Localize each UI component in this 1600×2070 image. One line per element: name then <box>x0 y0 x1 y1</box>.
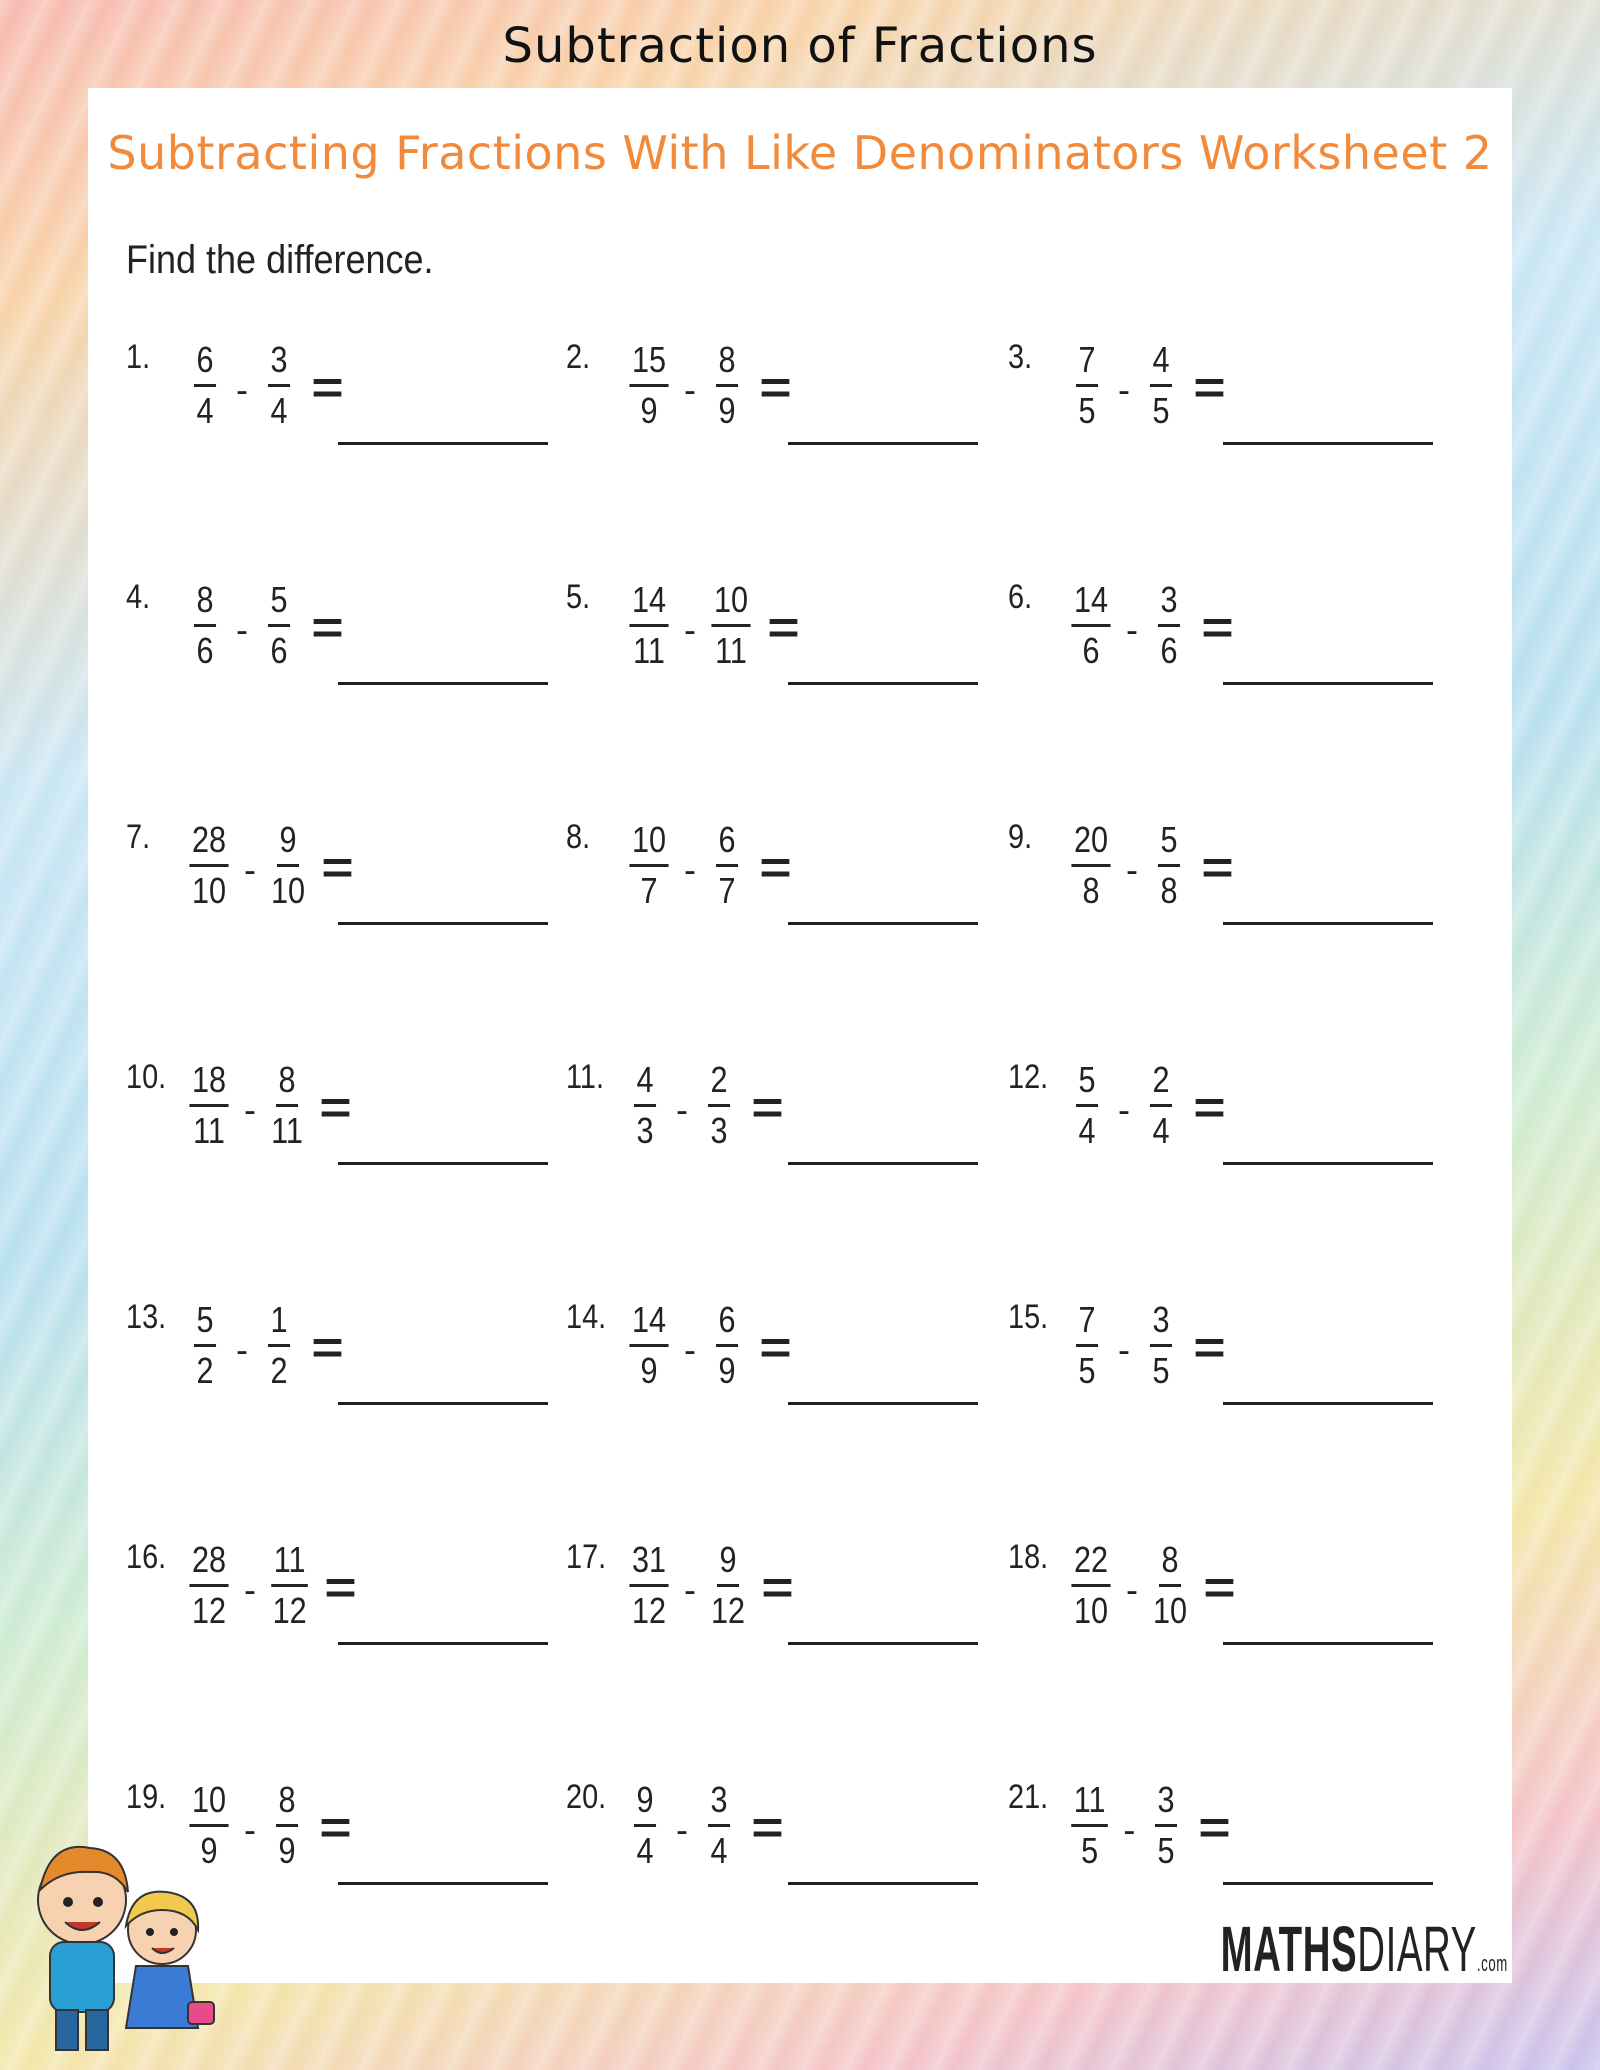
fraction-expression <box>186 570 344 680</box>
problem-item <box>566 330 986 480</box>
minus-sign: - <box>236 609 248 650</box>
minus-sign: - <box>676 1089 688 1130</box>
denominator: 9 <box>640 1349 658 1391</box>
fraction-expression <box>626 1290 792 1400</box>
fraction-expression <box>626 570 800 680</box>
minuend-fraction <box>1071 1058 1103 1151</box>
denominator: 4 <box>1078 1109 1096 1151</box>
fraction-expression <box>186 1050 352 1160</box>
problem-number: 18. <box>1008 1538 1049 1576</box>
numerator: 3 <box>268 342 290 387</box>
equals-sign: = <box>324 1561 357 1613</box>
problem-number: 17. <box>566 1538 607 1576</box>
problem-number: 8. <box>566 818 591 856</box>
minuend-fraction <box>629 1298 668 1391</box>
problem-number: 12. <box>1008 1058 1049 1096</box>
denominator: 2 <box>270 1349 288 1391</box>
denominator: 12 <box>632 1589 667 1631</box>
numerator: 9 <box>634 1782 656 1827</box>
denominator: 9 <box>718 389 736 431</box>
numerator: 31 <box>629 1542 668 1587</box>
problem-number: 16. <box>126 1538 167 1576</box>
minus-sign: - <box>1118 369 1130 410</box>
minus-sign: - <box>236 369 248 410</box>
minus-sign: - <box>236 1329 248 1370</box>
page-title: Subtraction of Fractions <box>502 18 1098 74</box>
minus-sign: - <box>1126 609 1139 650</box>
minus-sign: - <box>684 1569 697 1610</box>
subtrahend-fraction <box>712 578 751 671</box>
answer-blank[interactable] <box>788 922 978 925</box>
denominator: 10 <box>1074 1589 1109 1631</box>
denominator: 5 <box>1152 1349 1170 1391</box>
denominator: 11 <box>271 1109 303 1151</box>
problem-item <box>566 1290 986 1440</box>
fraction-expression <box>626 1050 784 1160</box>
fraction-expression <box>186 1530 357 1640</box>
fraction-expression <box>1068 330 1226 440</box>
equals-sign: = <box>1201 601 1234 653</box>
problem-item <box>566 1770 986 1920</box>
numerator: 10 <box>629 822 668 867</box>
minus-sign: - <box>1123 1809 1136 1850</box>
fraction-expression <box>626 330 792 440</box>
minus-sign: - <box>1118 1329 1130 1370</box>
logo-diary: DIARY <box>1357 1913 1477 1985</box>
minuend-fraction <box>1071 338 1103 431</box>
minuend-fraction <box>189 818 228 911</box>
problem-item <box>126 330 546 480</box>
minus-sign: - <box>244 1809 257 1850</box>
subtrahend-fraction <box>711 818 743 911</box>
answer-blank[interactable] <box>788 682 978 685</box>
numerator: 2 <box>708 1062 730 1107</box>
subtrahend-fraction <box>1153 818 1185 911</box>
logo-maths: MATHS <box>1220 1913 1358 1985</box>
minuend-fraction <box>189 1298 221 1391</box>
answer-blank[interactable] <box>1223 682 1433 685</box>
problem-number: 3. <box>1008 338 1033 376</box>
denominator: 5 <box>1157 1829 1175 1871</box>
denominator: 5 <box>1078 1349 1096 1391</box>
denominator: 5 <box>1081 1829 1099 1871</box>
problem-item <box>1008 1050 1428 1200</box>
fraction-expression <box>626 1530 794 1640</box>
equals-sign: = <box>759 361 792 413</box>
denominator: 4 <box>1152 1109 1170 1151</box>
denominator: 6 <box>1160 629 1178 671</box>
denominator: 8 <box>1082 869 1100 911</box>
minus-sign: - <box>684 1329 697 1370</box>
problem-number: 2. <box>566 338 591 376</box>
subtrahend-fraction <box>263 578 295 671</box>
minuend-fraction <box>1071 818 1110 911</box>
numerator: 7 <box>1076 1302 1098 1347</box>
equals-sign: = <box>759 841 792 893</box>
numerator: 11 <box>1071 1782 1108 1827</box>
fraction-expression <box>1068 1530 1236 1640</box>
equals-sign: = <box>761 1561 794 1613</box>
equals-sign: = <box>319 1081 352 1133</box>
subtrahend-fraction <box>703 1778 735 1871</box>
denominator: 11 <box>633 629 665 671</box>
fraction-expression <box>626 1770 784 1880</box>
denominator: 8 <box>1160 869 1178 911</box>
numerator: 4 <box>1150 342 1172 387</box>
problem-number: 9. <box>1008 818 1033 856</box>
subtrahend-fraction <box>711 338 743 431</box>
problem-number: 4. <box>126 578 151 616</box>
minuend-fraction <box>629 1538 668 1631</box>
problem-item <box>126 1530 546 1680</box>
subtrahend-fraction <box>703 1058 735 1151</box>
problem-item <box>126 810 546 960</box>
equals-sign: = <box>311 361 344 413</box>
numerator: 10 <box>712 582 751 627</box>
answer-blank[interactable] <box>788 1882 978 1885</box>
numerator: 14 <box>629 582 668 627</box>
denominator: 10 <box>1153 1589 1188 1631</box>
numerator: 6 <box>716 1302 738 1347</box>
denominator: 6 <box>270 629 288 671</box>
minus-sign: - <box>1118 1089 1130 1130</box>
problem-item <box>566 1530 986 1680</box>
denominator: 10 <box>271 869 306 911</box>
denominator: 4 <box>636 1829 654 1871</box>
problem-number: 14. <box>566 1298 607 1336</box>
minuend-fraction <box>629 578 668 671</box>
answer-blank[interactable] <box>338 1882 548 1885</box>
minuend-fraction <box>629 1058 661 1151</box>
fraction-expression <box>1068 1770 1231 1880</box>
problem-number: 5. <box>566 578 591 616</box>
subtrahend-fraction <box>1150 1778 1182 1871</box>
denominator: 9 <box>718 1349 736 1391</box>
subtrahend-fraction <box>263 338 295 431</box>
denominator: 5 <box>1152 389 1170 431</box>
problem-item <box>566 570 986 720</box>
subtrahend-fraction <box>711 1538 746 1631</box>
numerator: 5 <box>268 582 290 627</box>
problem-item <box>1008 330 1428 480</box>
answer-blank[interactable] <box>788 1402 978 1405</box>
answer-blank[interactable] <box>338 1162 548 1165</box>
worksheet-subtitle: Subtracting Fractions With Like Denominators Worksheet 2 <box>107 126 1493 180</box>
denominator: 4 <box>270 389 288 431</box>
subtrahend-fraction <box>1145 338 1177 431</box>
problem-number: 1. <box>126 338 151 376</box>
answer-blank[interactable] <box>788 442 978 445</box>
fraction-expression <box>186 1290 344 1400</box>
answer-blank[interactable] <box>338 1402 548 1405</box>
fraction-expression <box>626 810 792 920</box>
equals-sign: = <box>311 1321 344 1373</box>
numerator: 9 <box>277 822 299 867</box>
minus-sign: - <box>244 849 257 890</box>
numerator: 3 <box>1158 582 1180 627</box>
minus-sign: - <box>244 1089 257 1130</box>
numerator: 3 <box>708 1782 730 1827</box>
problem-number: 15. <box>1008 1298 1049 1336</box>
problem-item <box>1008 1290 1428 1440</box>
problem-item <box>1008 1770 1428 1920</box>
minus-sign: - <box>684 369 697 410</box>
subtrahend-fraction <box>1145 1298 1177 1391</box>
problem-number: 20. <box>566 1778 607 1816</box>
equals-sign: = <box>1203 1561 1236 1613</box>
problem-number: 13. <box>126 1298 167 1336</box>
numerator: 4 <box>634 1062 656 1107</box>
denominator: 6 <box>1082 629 1100 671</box>
equals-sign: = <box>319 1801 352 1853</box>
denominator: 7 <box>640 869 658 911</box>
numerator: 10 <box>189 1782 228 1827</box>
minus-sign: - <box>676 1809 688 1850</box>
denominator: 6 <box>196 629 214 671</box>
instruction-text: Find the difference. <box>126 238 434 282</box>
problem-item <box>126 1290 546 1440</box>
equals-sign: = <box>311 601 344 653</box>
fraction-expression <box>1068 1050 1226 1160</box>
answer-blank[interactable] <box>1223 1882 1433 1885</box>
numerator: 6 <box>716 822 738 867</box>
minus-sign: - <box>244 1569 257 1610</box>
subtrahend-fraction <box>271 1538 308 1631</box>
minus-sign: - <box>684 609 697 650</box>
equals-sign: = <box>1198 1801 1231 1853</box>
problem-item <box>1008 810 1428 960</box>
minuend-fraction <box>1071 578 1110 671</box>
equals-sign: = <box>1201 841 1234 893</box>
equals-sign: = <box>321 841 354 893</box>
minuend-fraction <box>189 1058 228 1151</box>
answer-blank[interactable] <box>338 682 548 685</box>
fraction-expression <box>1068 810 1234 920</box>
equals-sign: = <box>1193 1081 1226 1133</box>
numerator: 5 <box>1158 822 1180 867</box>
subtrahend-fraction <box>271 1058 303 1151</box>
numerator: 3 <box>1150 1302 1172 1347</box>
denominator: 5 <box>1078 389 1096 431</box>
minuend-fraction <box>1071 1298 1103 1391</box>
subtrahend-fraction <box>271 818 306 911</box>
subtrahend-fraction <box>271 1778 303 1871</box>
answer-blank[interactable] <box>788 1642 978 1645</box>
denominator: 3 <box>710 1109 728 1151</box>
numerator: 22 <box>1071 1542 1110 1587</box>
numerator: 8 <box>276 1782 298 1827</box>
numerator: 28 <box>189 822 228 867</box>
denominator: 3 <box>636 1109 654 1151</box>
problem-item <box>566 810 986 960</box>
answer-blank[interactable] <box>788 1162 978 1165</box>
denominator: 4 <box>196 389 214 431</box>
equals-sign: = <box>751 1081 784 1133</box>
denominator: 2 <box>196 1349 214 1391</box>
problem-number: 11. <box>566 1058 605 1096</box>
denominator: 10 <box>192 869 227 911</box>
equals-sign: = <box>767 601 800 653</box>
fraction-expression <box>186 330 344 440</box>
problem-number: 10. <box>126 1058 167 1096</box>
equals-sign: = <box>759 1321 792 1373</box>
subtrahend-fraction <box>711 1298 743 1391</box>
denominator: 7 <box>718 869 736 911</box>
numerator: 6 <box>194 342 216 387</box>
equals-sign: = <box>1193 361 1226 413</box>
problem-number: 21. <box>1008 1778 1049 1816</box>
problem-number: 19. <box>126 1778 167 1816</box>
numerator: 8 <box>716 342 738 387</box>
problem-item <box>1008 570 1428 720</box>
denominator: 11 <box>193 1109 225 1151</box>
subtrahend-fraction <box>1153 578 1185 671</box>
denominator: 9 <box>200 1829 218 1871</box>
numerator: 5 <box>1076 1062 1098 1107</box>
minus-sign: - <box>684 849 697 890</box>
minus-sign: - <box>1126 1569 1139 1610</box>
mathsdiary-logo <box>1221 1912 1508 1986</box>
worksheet-sheet <box>88 88 1512 1983</box>
numerator: 7 <box>1076 342 1098 387</box>
denominator: 9 <box>640 389 658 431</box>
minuend-fraction <box>629 818 668 911</box>
numerator: 9 <box>717 1542 739 1587</box>
denominator: 12 <box>192 1589 227 1631</box>
minuend-fraction <box>189 338 221 431</box>
denominator: 11 <box>715 629 747 671</box>
kids-illustration <box>20 1830 220 2065</box>
minuend-fraction <box>629 338 668 431</box>
minuend-fraction <box>189 578 221 671</box>
numerator: 8 <box>194 582 216 627</box>
denominator: 9 <box>278 1829 296 1871</box>
fraction-expression <box>1068 1290 1226 1400</box>
subtrahend-fraction <box>263 1298 295 1391</box>
numerator: 15 <box>629 342 668 387</box>
numerator: 20 <box>1071 822 1110 867</box>
minuend-fraction <box>1071 1538 1110 1631</box>
problem-item <box>566 1050 986 1200</box>
answer-blank[interactable] <box>338 1642 548 1645</box>
logo-suffix: .com <box>1476 1951 1508 1976</box>
denominator: 12 <box>272 1589 307 1631</box>
numerator: 3 <box>1155 1782 1177 1827</box>
numerator: 14 <box>629 1302 668 1347</box>
numerator: 2 <box>1150 1062 1172 1107</box>
fraction-expression <box>1068 570 1234 680</box>
minuend-fraction <box>629 1778 661 1871</box>
answer-blank[interactable] <box>1223 922 1433 925</box>
numerator: 1 <box>268 1302 290 1347</box>
answer-blank[interactable] <box>1223 1642 1433 1645</box>
denominator: 4 <box>710 1829 728 1871</box>
denominator: 12 <box>711 1589 746 1631</box>
equals-sign: = <box>751 1801 784 1853</box>
minus-sign: - <box>1126 849 1139 890</box>
numerator: 5 <box>194 1302 216 1347</box>
fraction-expression <box>186 810 354 920</box>
problem-item <box>126 1050 546 1200</box>
problem-item <box>1008 1530 1428 1680</box>
numerator: 11 <box>271 1542 308 1587</box>
subtrahend-fraction <box>1145 1058 1177 1151</box>
subtrahend-fraction <box>1153 1538 1188 1631</box>
minuend-fraction <box>1071 1778 1108 1871</box>
answer-blank[interactable] <box>1223 1402 1433 1405</box>
problem-item <box>126 570 546 720</box>
answer-blank[interactable] <box>1223 442 1433 445</box>
numerator: 8 <box>276 1062 298 1107</box>
problem-number: 7. <box>126 818 151 856</box>
numerator: 8 <box>1159 1542 1181 1587</box>
equals-sign: = <box>1193 1321 1226 1373</box>
answer-blank[interactable] <box>1223 1162 1433 1165</box>
numerator: 28 <box>189 1542 228 1587</box>
answer-blank[interactable] <box>338 922 548 925</box>
numerator: 14 <box>1071 582 1110 627</box>
numerator: 18 <box>189 1062 228 1107</box>
answer-blank[interactable] <box>338 442 548 445</box>
minuend-fraction <box>189 1538 228 1631</box>
problem-number: 6. <box>1008 578 1033 616</box>
